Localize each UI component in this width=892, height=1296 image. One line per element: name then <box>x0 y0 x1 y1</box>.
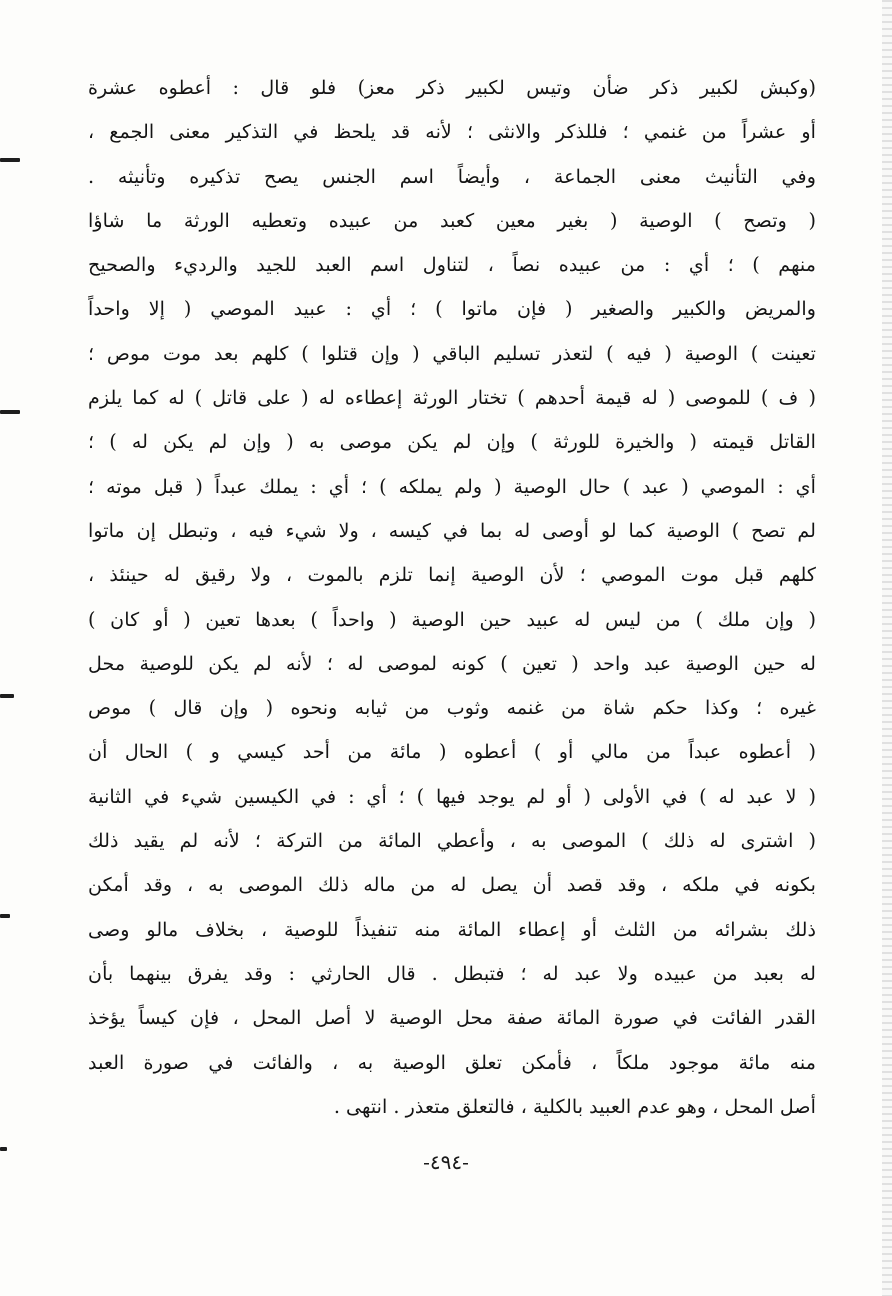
page-number: -٤٩٤- <box>423 1150 469 1174</box>
text-line: ( أعطوه عبداً من مالي أو ) أعطوه ( مائة من أحد كيسي و ) الحال أن <box>88 740 816 764</box>
text-line: (وكبش لكبير ذكر ضأن وتيس لكبير ذكر معز) فلو قال : أعطوه عشرة <box>88 76 816 99</box>
text-line: له حين الوصية عبد واحد ( تعين ) كونه لموصى له ؛ لأنه لم يكن للوصية محل <box>88 651 816 675</box>
text-line: والمريض والكبير والصغير ( فإن ماتوا ) ؛ أي : عبيد الموصي ( إلا واحداً <box>88 297 816 321</box>
margin-scan-mark <box>0 158 20 162</box>
text-line: له بعبد من عبيده ولا عبد له ؛ فتبطل . قال الحارثي : وقد يفرق بينهما بأن <box>88 961 816 985</box>
text-line: ( ف ) للموصى ( له قيمة أحدهم ) تختار الورثة إعطاءه له ( على قاتل ) له كما يلزم <box>88 386 816 410</box>
text-line: ( اشترى له ذلك ) الموصى به ، وأعطي المائة من التركة ؛ لأنه لم يقيد ذلك <box>88 829 816 853</box>
text-line: غيره ؛ وكذا حكم شاة من غنمه وثوب من ثيابه ونحوه ( وإن قال ) موص <box>88 696 816 720</box>
text-line: أي : الموصي ( عبد ) حال الوصية ( ولم يملكه ) ؛ أي : يملك عبداً ( قبل موته ؛ <box>88 474 816 498</box>
text-line: منه مائة موجود ملكاً ، فأمكن تعلق الوصية به ، والفائت في صورة العبد <box>88 1050 816 1074</box>
page-edge-shadow <box>882 0 892 1296</box>
body-text <box>88 66 816 1129</box>
text-line: القاتل قيمته ( والخيرة للورثة ) وإن لم يكن موصى به ( وإن لم يكن له ) ؛ <box>88 430 816 454</box>
text-line: ذلك بشرائه من الثلث أو إعطاء المائة منه تنفيذاً للوصية ، بخلاف مالو وصى <box>88 917 816 941</box>
text-line: لم تصح ) الوصية كما لو أوصى له بما في كيسه ، ولا شيء فيه ، وتبطل إن ماتوا <box>88 518 816 542</box>
text-line: أو عشراً من غنمي ؛ فللذكر والانثى ؛ لأنه قد يلحظ في التذكير معنى الجمع ، <box>88 120 816 144</box>
text-line: ( لا عبد له ) في الأولى ( أو لم يوجد فيها ) ؛ أي : في الكيسين شيء في الثانية <box>88 784 816 808</box>
text-line: بكونه في ملكه ، وقد قصد أن يصل له من ماله ذلك الموصى به ، وقد أمكن <box>88 873 816 897</box>
text-line: وفي التأنيث معنى الجماعة ، وأيضاً اسم الجنس يصح تذكيره وتأنيثه . <box>88 164 816 188</box>
text-line: كلهم قبل موت الموصي ؛ لأن الوصية إنما تلزم بالموت ، ولا رقيق له حينئذ ، <box>88 563 816 587</box>
text-line: القدر الفائت في صورة المائة صفة محل الوصية لا أصل المحل ، فإن كيساً يؤخذ <box>88 1006 816 1030</box>
margin-scan-mark <box>0 694 14 698</box>
text-line: ( وتصح ) الوصية ( بغير معين كعبد من عبيده وتعطيه الورثة ما شاؤا <box>88 208 816 232</box>
margin-scan-mark <box>0 914 10 918</box>
margin-scan-mark <box>0 1147 7 1151</box>
text-line: تعينت ) الوصية ( فيه ) لتعذر تسليم الباقي ( وإن قتلوا ) كلهم بعد موت موص ؛ <box>88 341 816 365</box>
text-line: ( وإن ملك ) من ليس له عبيد حين الوصية ( واحداً ) بعدها تعين ( أو كان ) <box>88 607 816 631</box>
text-line: أصل المحل ، وهو عدم العبيد بالكلية ، فالتعلق متعذر . انتهى . <box>333 1094 816 1118</box>
margin-scan-mark <box>0 410 20 414</box>
text-line: منهم ) ؛ أي : من عبيده نصاً ، لتناول اسم العبد للجيد والرديء والصحيح <box>88 253 816 277</box>
